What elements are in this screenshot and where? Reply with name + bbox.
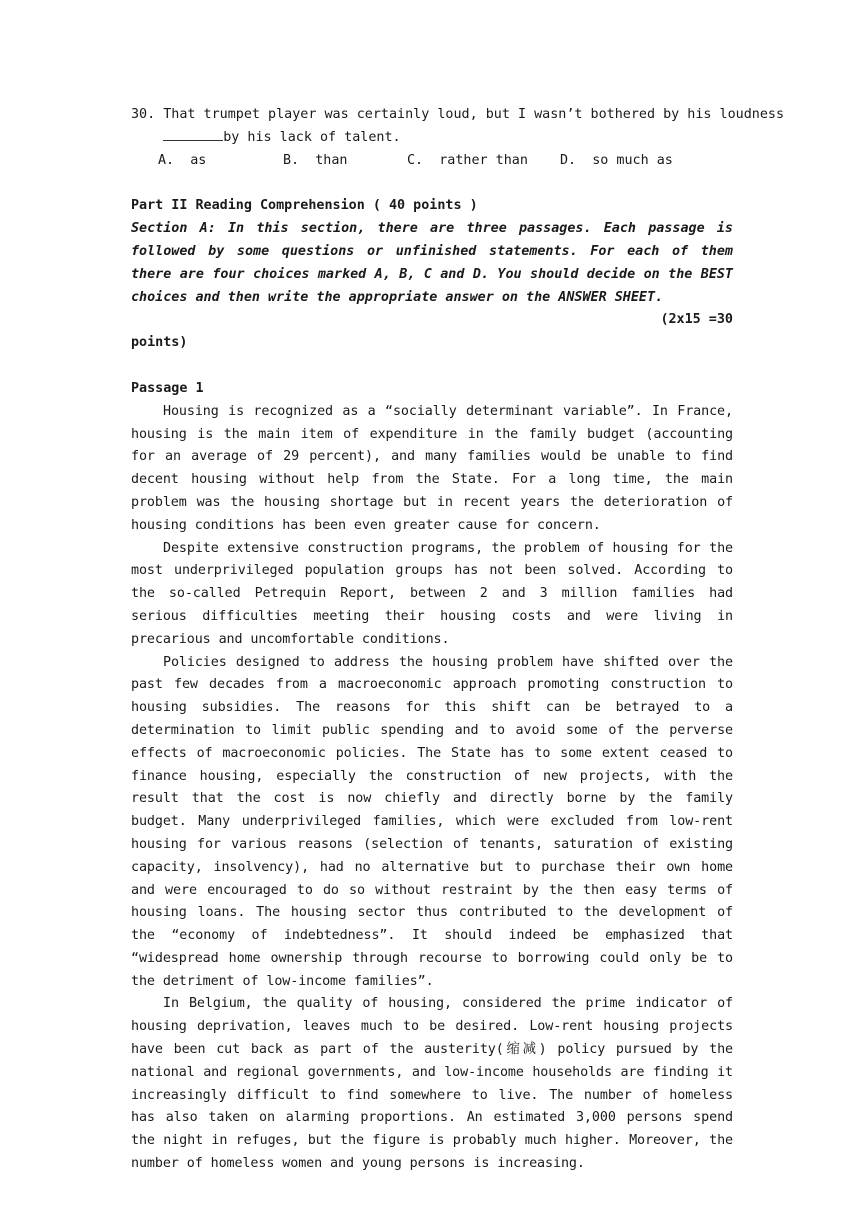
section-a-instructions: Section A: In this section, there are three passages. Each passage is followed by some questions or unfinished statements. For each of them there are four choices marked A, B, C and D. You should decide on the BEST choices and then write the appropriate answer on the ANSWER SHEET. [131, 221, 733, 305]
question-30-options [131, 150, 733, 173]
option-b: B. than [283, 152, 348, 168]
passage-paragraph: Policies designed to address the housing problem have shifted over the past few decades from a macroeconomic approach promoting construction to housing subsidies. The reasons for this shift can be betrayed to a determination to limit public spending and to avoid some of the perverse effects of macroeconomic policies. The State has to some extent ceased to finance housing, especially the construction of new projects, with the result that the cost is now chiefly and directly borne by the family budget. Many underprivileged families, which were excluded from low-rent housing for various reasons (selection of tenants, saturation of existing capacity, insolvency), had no alternative but to purchase their own home and were encouraged to do so without restraint by the then easy terms of housing loans. The housing sector thus contributed to the development of the “economy of indebtedness”. It should indeed be emphasized that “widespread home ownership through recourse to borrowing could only be to the detriment of low-income families”. [131, 654, 733, 989]
points-note-continued: points) [131, 335, 188, 351]
passage-paragraph: Despite extensive construction programs, the problem of housing for the most underprivileged population groups has not been solved. According to the so-called Petrequin Report, between 2 and 3 million families had serious difficulties meeting their housing costs and were living in precarious and uncomfortable conditions. [131, 540, 733, 647]
part-2-heading: Part II Reading Comprehension ( 40 points ) [131, 198, 478, 214]
points-note: (2x15 =30 [660, 312, 733, 328]
question-30-stem: 30. That trumpet player was certainly loud, but I wasn’t bothered by his loudness [131, 107, 785, 122]
passage-1-title: Passage 1 [131, 380, 204, 396]
option-c: C. rather than [407, 152, 528, 168]
option-d: D. so much as [560, 152, 673, 168]
passage-paragraph: In Belgium, the quality of housing, considered the prime indicator of housing deprivation, leaves much to be desired. Low-rent housing projects have been cut back as part of the austerity(缩减) policy pursued by the national and regional governments, and low-income households are finding it increasingly difficult to find somewhere to live. The number of homeless has also taken on alarming proportions. An estimated 3,000 persons spend the night in refuges, but the figure is probably much higher. Moreover, the number of homeless women and young persons is increasing. [131, 996, 733, 1172]
passage-paragraph: Housing is recognized as a “socially determinant variable”. In France, housing is the main item of expenditure in the family budget (accounting for an average of 29 percent), and many families would be unable to find decent housing without help from the State. For a long time, the main problem was the housing shortage but in recent years the deterioration of housing conditions has been even greater cause for concern. [131, 403, 733, 533]
option-a: A. as [158, 152, 207, 168]
question-30-stem-continued [131, 127, 733, 150]
document-page [131, 104, 785, 1176]
question-30 [131, 104, 785, 172]
answer-blank [163, 127, 223, 141]
question-30-stem-rest: by his lack of talent. [223, 129, 401, 145]
